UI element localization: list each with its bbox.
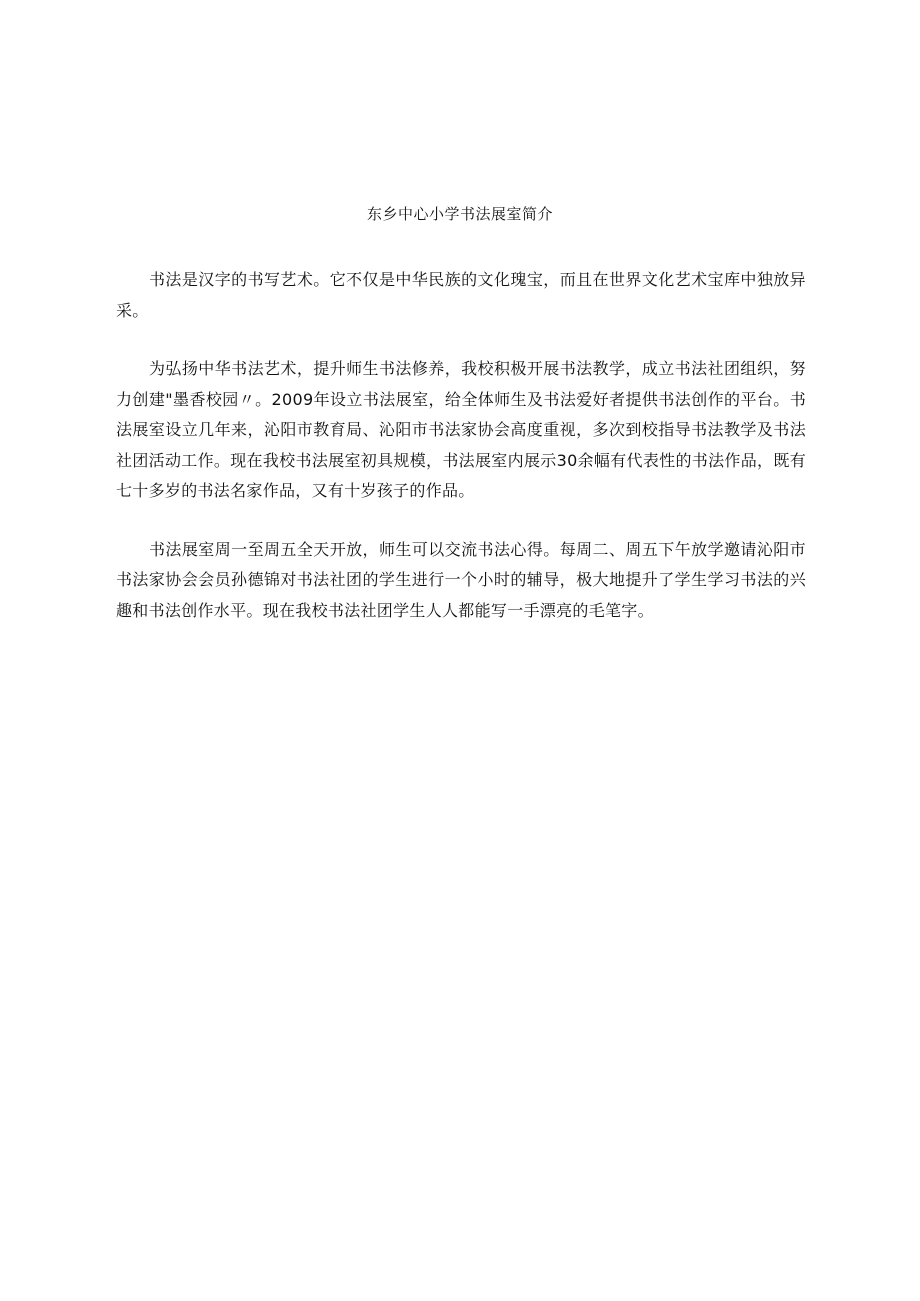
document-title: 东乡中心小学书法展室简介: [366, 205, 553, 223]
document-body: [116, 265, 806, 654]
paragraph-schedule: 书法展室周一至周五全天开放，师生可以交流书法心得。每周二、周五下午放学邀请沁阳市书法家协会会员孙德锦对书法社团的学生进行一个小时的辅导，极大地提升了学生学习书法的兴趣和书法创作水平。现在我校书法社团学生人人都能写一手漂亮的毛笔字。: [116, 539, 806, 620]
paragraph-history: 为弘扬中华书法艺术，提升师生书法修养，我校积极开展书法教学，成立书法社团组织，努力创建"墨香校园〃。2009年设立书法展室，给全体师生及书法爱好者提供书法创作的平台。书法展室设立几年来，沁阳市教育局、沁阳市书法家协会高度重视，多次到校指导书法教学及书法社团活动工作。现在我校书法展室初具规模，书法展室内展示30余幅有代表性的书法作品，既有七十多岁的书法名家作品，又有十岁孩子的作品。: [116, 359, 806, 500]
paragraph-intro: 书法是汉字的书写艺术。它不仅是中华民族的文化瑰宝，而且在世界文化艺术宝库中独放异采。: [116, 270, 806, 320]
